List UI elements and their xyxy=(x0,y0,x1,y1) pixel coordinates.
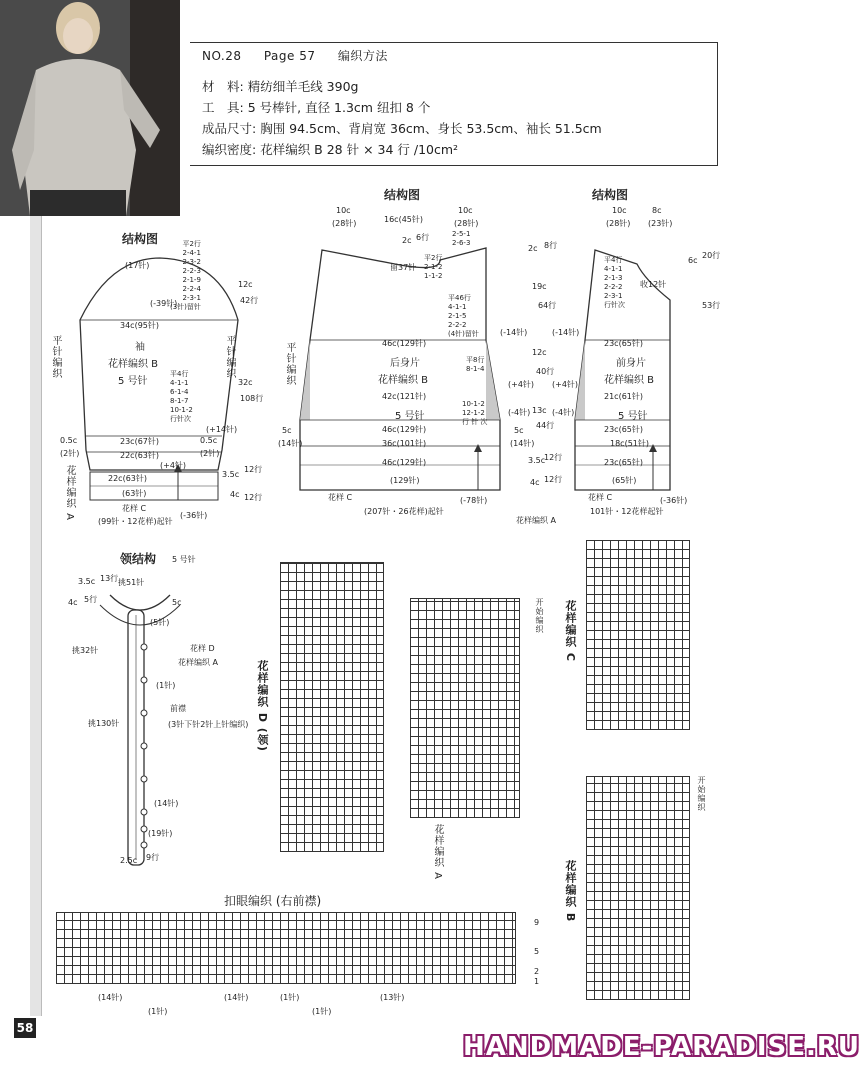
bh-1b: (1针) xyxy=(312,1007,332,1016)
sleeve-dim-42: 42行 xyxy=(240,296,259,305)
back-shoulder-right: 10c xyxy=(458,206,473,215)
back-flat: 平针编织 xyxy=(284,342,295,386)
chart-pattern-c-label: 花样编织 C xyxy=(564,600,577,662)
back-dim-5c: 5c xyxy=(282,426,292,435)
back-arm-rows: 平46行 4-1-1 2-1-5 2-2-2 (4针)留针 xyxy=(448,294,479,338)
tools-value: 5 号棒针, 直径 1.3cm 纽扣 8 个 xyxy=(247,100,431,115)
sleeve-diagram xyxy=(50,240,263,530)
bh-14b: (14针) xyxy=(224,993,249,1002)
sleeve-side-flat-left: 平针编织 xyxy=(50,335,61,379)
collar-r9: 9行 xyxy=(146,853,160,862)
front-cast-on: 101针・12花样起针 xyxy=(590,507,664,516)
sleeve-dim-35c: 3.5c xyxy=(222,470,240,479)
model-number: NO.28 xyxy=(202,49,242,63)
back-row-46c: 46c(129针) xyxy=(382,339,427,348)
sleeve-minus-36: (-36针) xyxy=(180,511,208,520)
front-label: 前身片 xyxy=(616,358,646,369)
mid-d1: 2c xyxy=(528,244,538,253)
sleeve-st2-right: (2针) xyxy=(200,449,220,458)
back-neck: 16c(45针) xyxy=(384,215,423,224)
sleeve-pattern-a: 花样编织 A xyxy=(64,465,75,522)
buttonhole-grid xyxy=(56,912,516,984)
chart-pattern-d-label: 花样编织 D (领) xyxy=(256,660,269,752)
back-row-46c-3: 46c(129针) xyxy=(382,458,427,467)
back-row-129: (129针) xyxy=(390,476,420,485)
back-neck-rows: 平2行 2-1-2 1-1-2 xyxy=(424,254,443,280)
collar-title: 领结构 xyxy=(120,552,157,566)
collar-st1: (1针) xyxy=(156,681,176,690)
sleeve-top-st: (17针) xyxy=(125,261,150,270)
bh-13: (13针) xyxy=(380,993,405,1002)
sleeve-needle: 5 号针 xyxy=(118,376,148,387)
gauge-value: 花样编织 B 28 针 × 34 行 /10cm² xyxy=(260,142,459,157)
back-dim-6: 6行 xyxy=(416,233,430,242)
back-shoulder-right-st: (28针) xyxy=(454,219,479,228)
back-minus-78: (-78针) xyxy=(460,496,488,505)
mid-m14: (-14针) xyxy=(500,328,528,337)
chart-pattern-a-label: 花样编织 A xyxy=(432,824,443,881)
front-dim-6c: 6c xyxy=(688,256,698,265)
gauge-label: 编织密度: xyxy=(202,142,257,157)
collar-c25: 2.5c xyxy=(120,856,138,865)
sleeve-side-flat-right: 平针编织 xyxy=(224,335,235,379)
sleeve-inc-rows: 平4行 4-1-1 6-1-4 8-1-7 10-1-2 行针次 xyxy=(170,370,193,423)
back-needle: 5 号针 xyxy=(395,411,425,422)
front-shoulder-st: (28针) xyxy=(606,219,631,228)
sleeve-pattern: 花样编织 B xyxy=(108,359,159,370)
collar-r13: 13行 xyxy=(100,574,119,583)
mid-s14: (14针) xyxy=(510,439,535,448)
sleeve-row-34c: 34c(95针) xyxy=(120,321,159,330)
sleeve-dim-12c: 12c xyxy=(238,280,253,289)
back-row-46c-2: 46c(129针) xyxy=(382,425,427,434)
info-box xyxy=(190,42,718,166)
front-neck-rows: 平4行 4-1-1 2-1-3 2-2-2 2-3-1 行针次 xyxy=(604,256,625,309)
collar-c4: 4c xyxy=(68,598,78,607)
back-dim-2c: 2c xyxy=(402,236,412,245)
mid-d4: 64行 xyxy=(538,301,557,310)
front-dim-53: 53行 xyxy=(702,301,721,310)
mid-p4: (+4针) xyxy=(508,380,535,389)
model-photo-illustration xyxy=(0,0,180,216)
collar-pick51: 挑51针 xyxy=(118,578,145,587)
front-dim-20: 20行 xyxy=(702,251,721,260)
tools-label: 工 具: xyxy=(202,100,244,115)
sleeve-dec-rows: 平2行 2-4-1 2-3-2 2-2-3 2-1-9 2-2-4 2-3-1 (3针)留针 xyxy=(170,240,201,311)
sleeve-dim-12r-2: 12行 xyxy=(244,493,263,502)
materials-value: 精纺细羊毛线 390g xyxy=(247,79,359,94)
sleeve-row-22c: 22c(63针) xyxy=(120,451,159,460)
sleeve-dim-4c: 4c xyxy=(230,490,240,499)
back-shoulder-left-st: (28针) xyxy=(332,219,357,228)
info-title-row xyxy=(202,47,406,64)
mid-d6: 40行 xyxy=(536,367,555,376)
mid-c5: 5c xyxy=(514,426,524,435)
front-needle: 5 号针 xyxy=(618,411,648,422)
sleeve-pattern-c: 花样 C xyxy=(122,504,147,513)
mid-d8: 44行 xyxy=(536,421,555,430)
mid-p4b: (+4针) xyxy=(552,380,579,389)
chart-a-start: 开始编织 xyxy=(535,598,544,634)
materials-label: 材 料: xyxy=(202,79,244,94)
mid-d11: 4c xyxy=(530,478,540,487)
size-row xyxy=(202,119,602,137)
front-row-21c: 21c(61针) xyxy=(604,392,643,401)
collar-needle: 5 号针 xyxy=(172,555,196,564)
back-pattern-a: 花样编织 A xyxy=(516,516,557,525)
sleeve-c05-left: 0.5c xyxy=(60,436,78,445)
model-photo xyxy=(0,0,180,216)
collar-pick32: 挑32针 xyxy=(72,646,99,655)
front-pattern-c: 花样 C xyxy=(588,493,613,502)
sleeve-dim-12r: 12行 xyxy=(244,465,263,474)
collar-pattern-a: 花样编织 A xyxy=(178,658,219,667)
collar-placket: 前襟 xyxy=(170,704,186,713)
mid-m4: (-4针) xyxy=(508,408,531,417)
back-shoulder-rows: 2-5-1 2-6-3 xyxy=(452,230,471,247)
front-shoulder: 10c xyxy=(612,206,627,215)
materials-row xyxy=(202,77,358,95)
watermark-logo: HANDMADE-PARADISE.RU xyxy=(463,1032,860,1062)
front-neck-st: (23针) xyxy=(648,219,673,228)
method-title: 编织方法 xyxy=(337,49,388,63)
front-pattern: 花样编织 B xyxy=(604,375,655,386)
size-value: 胸围 94.5cm、背肩宽 36cm、身长 53.5cm、袖长 51.5cm xyxy=(260,121,602,136)
tools-row xyxy=(202,98,430,116)
sleeve-row-22c-2: 22c(63针) xyxy=(108,474,147,483)
sleeve-minus-39: (-39针) xyxy=(150,299,178,308)
mid-m14b: (-14针) xyxy=(552,328,580,337)
back-title: 结构图 xyxy=(384,188,421,202)
bh-row-9: 9 xyxy=(534,918,540,927)
mid-d3: 19c xyxy=(532,282,547,291)
sleeve-st2-left: (2针) xyxy=(60,449,80,458)
bh-row-5: 5 xyxy=(534,947,540,956)
front-minus-36: (-36针) xyxy=(660,496,688,505)
sleeve-c05-right: 0.5c xyxy=(200,436,218,445)
collar-r5: 5行 xyxy=(84,595,98,604)
mid-d10: 12行 xyxy=(544,453,563,462)
collar-pick130: 挑130针 xyxy=(88,719,120,728)
mid-d5: 12c xyxy=(532,348,547,357)
page-ref: Page 57 xyxy=(263,49,316,63)
front-row-65: (65针) xyxy=(612,476,637,485)
back-row-42c: 42c(121针) xyxy=(382,392,427,401)
size-label: 成品尺寸: xyxy=(202,121,257,136)
mid-m4b: (-4针) xyxy=(552,408,575,417)
sleeve-row-23c: 23c(67针) xyxy=(120,437,159,446)
mid-d7: 13c xyxy=(532,406,547,415)
collar-c5: 5c xyxy=(172,598,182,607)
back-bottom-rows: 10-1-2 12-1-2 行 针 次 xyxy=(462,400,488,426)
chart-pattern-b-label: 花样编织 B xyxy=(564,860,577,923)
chart-pattern-a-grid xyxy=(410,598,520,818)
sleeve-dim-108: 108行 xyxy=(240,394,264,403)
back-side-rows: 平8行 8-1-4 xyxy=(466,356,485,373)
sleeve-label: 袖 xyxy=(135,342,145,353)
collar-c35: 3.5c xyxy=(78,577,96,586)
front-row-23c: 23c(65针) xyxy=(604,339,643,348)
collar-pattern-d: 花样 D xyxy=(190,644,215,653)
bh-row-1: 1 xyxy=(534,977,540,986)
chart-pattern-d-grid xyxy=(280,562,384,852)
bh-14a: (14针) xyxy=(98,993,123,1002)
collar-st5: (5针) xyxy=(150,618,170,627)
back-shoulder-left: 10c xyxy=(336,206,351,215)
mid-d9: 3.5c xyxy=(528,456,546,465)
front-row-23c-2: 23c(65针) xyxy=(604,425,643,434)
collar-st19: (19针) xyxy=(148,829,173,838)
back-row-36c: 36c(101针) xyxy=(382,439,427,448)
back-pattern: 花样编织 B xyxy=(378,375,429,386)
front-title: 结构图 xyxy=(592,188,629,202)
collar-st14: (14针) xyxy=(154,799,179,808)
sleeve-plus-14: (+14针) xyxy=(206,425,238,434)
sleeve-title: 结构图 xyxy=(122,232,159,246)
chart-pattern-b-grid xyxy=(586,776,690,1000)
back-dim-14: (14针) xyxy=(278,439,303,448)
chart-pattern-c-grid xyxy=(586,540,690,730)
back-cast-on: (207针・26花样)起针 xyxy=(364,507,444,516)
sleeve-row-63: (63针) xyxy=(122,489,147,498)
bh-1c: (1针) xyxy=(280,993,300,1002)
gauge-row xyxy=(202,140,458,158)
sleeve-cast-on: (99针・12花样)起针 xyxy=(98,517,173,526)
sleeve-plus-4: (+4针) xyxy=(160,461,187,470)
front-neck-note: 收12针 xyxy=(640,280,667,289)
buttonhole-title: 扣眼编织 (右前襟) xyxy=(224,894,322,908)
bh-1a: (1针) xyxy=(148,1007,168,1016)
page-number: 58 xyxy=(14,1018,36,1038)
sleeve-dim-32c: 32c xyxy=(238,378,253,387)
mid-d12: 12行 xyxy=(544,475,563,484)
front-row-23c-3: 23c(65针) xyxy=(604,458,643,467)
back-pattern-c: 花样 C xyxy=(328,493,353,502)
front-row-18c: 18c(51针) xyxy=(610,439,649,448)
front-neck: 8c xyxy=(652,206,662,215)
collar-placket-note: (3针下针2针上针编织) xyxy=(168,720,249,729)
back-label: 后身片 xyxy=(390,358,420,369)
chart-b-start: 开始编织 xyxy=(697,776,706,812)
bh-row-2: 2 xyxy=(534,967,540,976)
margin-strip xyxy=(30,216,42,1016)
mid-d2: 8行 xyxy=(544,241,558,250)
back-hold: 留37针 xyxy=(390,263,417,272)
